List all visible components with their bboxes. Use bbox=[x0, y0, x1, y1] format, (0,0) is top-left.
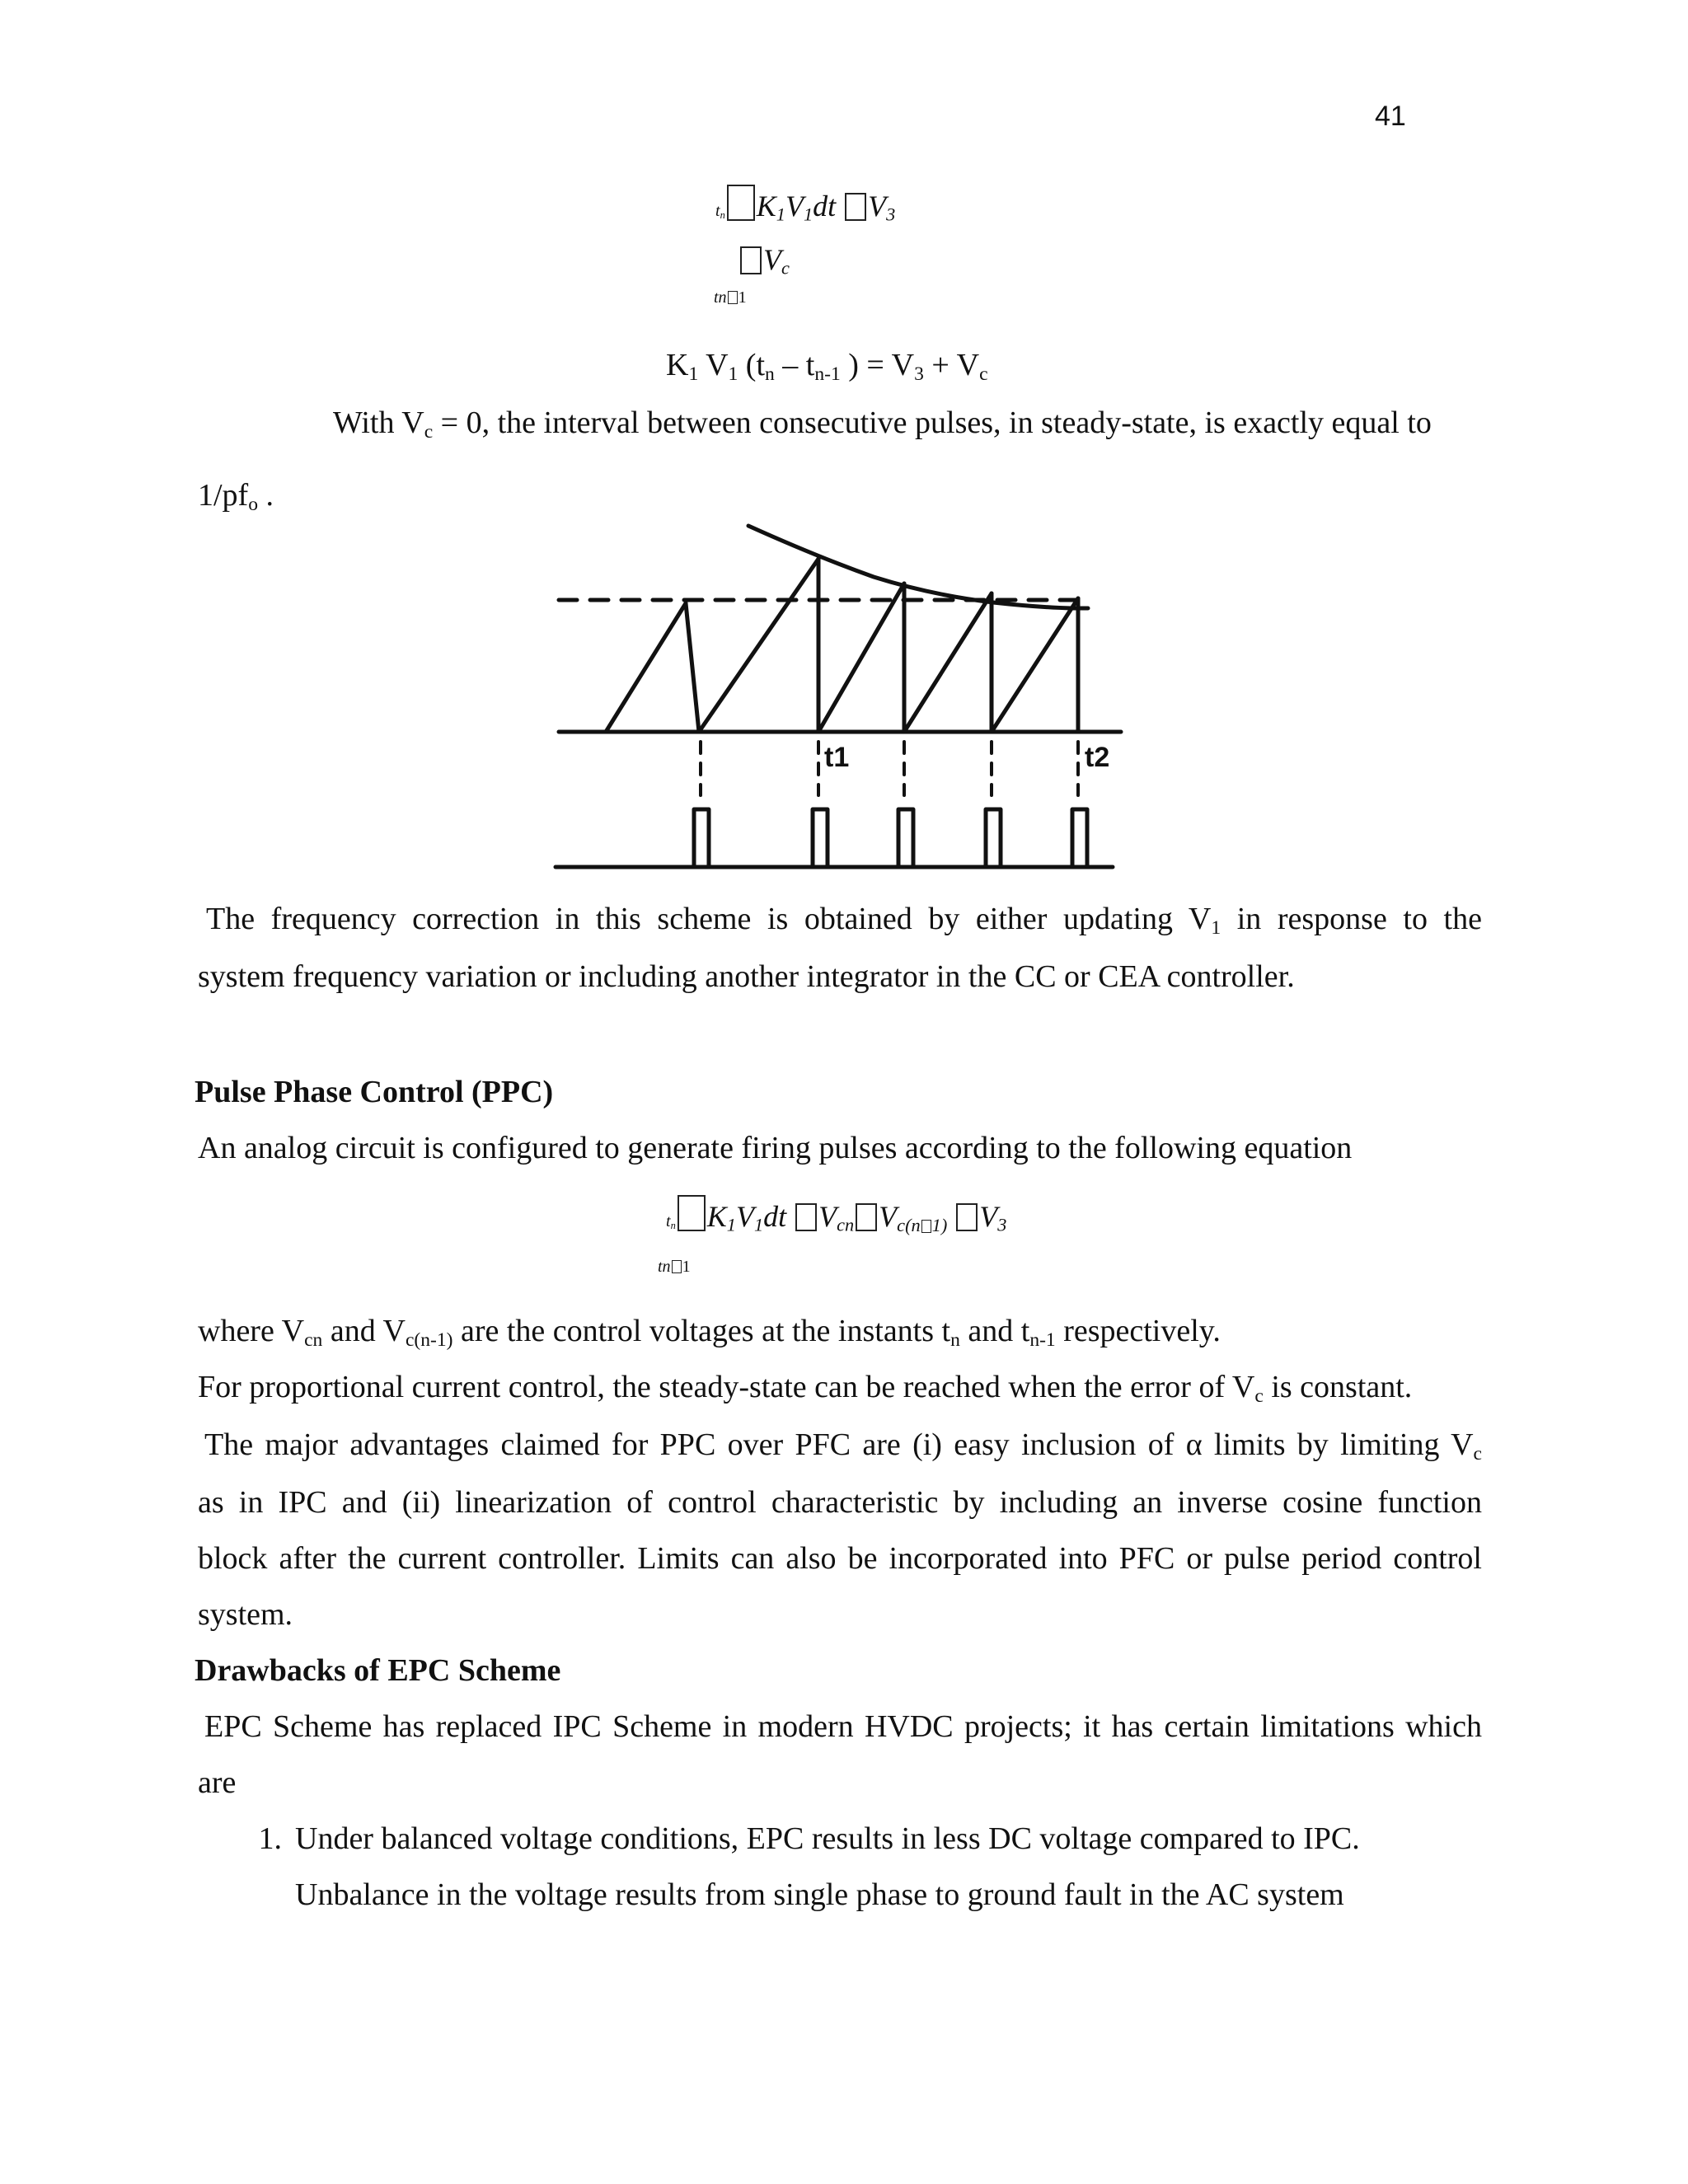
firing-pulse-1 bbox=[694, 809, 709, 867]
paragraph-advantages-line4: system. bbox=[198, 1597, 293, 1632]
integral-placeholder-glyph bbox=[678, 1195, 706, 1231]
paragraph-frequency-correction-line2: system frequency variation or including another integrator in the CC or CEA controller. bbox=[198, 959, 1295, 994]
heading-epc-drawbacks: Drawbacks of EPC Scheme bbox=[195, 1653, 561, 1688]
eq3-upper-limit: tn 1 bbox=[658, 1258, 691, 1276]
list-item-1-line2: Unbalance in the voltage results from single phase to ground fault in the AC system bbox=[295, 1877, 1344, 1912]
operator-placeholder-glyph bbox=[956, 1203, 978, 1231]
operator-placeholder-glyph bbox=[740, 246, 762, 274]
eq1-upper-limit: tn 1 bbox=[714, 288, 747, 307]
firing-pulse-3 bbox=[898, 809, 913, 867]
operator-placeholder-glyph bbox=[856, 1203, 877, 1231]
eq3-lower-limit: $t_n$ bbox=[666, 1212, 676, 1232]
operator-placeholder-glyph bbox=[795, 1203, 817, 1231]
placeholder-glyph bbox=[921, 1220, 931, 1233]
firing-pulse-4 bbox=[986, 809, 1001, 867]
paragraph-interval-line2: $1/pf_o$ . bbox=[198, 478, 274, 515]
paragraph-advantages-line3: block after the current controller. Limits can also be incorporated into PFC or pulse period control bbox=[198, 1541, 1482, 1576]
paragraph-advantages-line2: as in IPC and (ii) linearization of control characteristic by including an inverse cosine function bbox=[198, 1485, 1482, 1520]
ramp-4 bbox=[904, 593, 992, 732]
paragraph-advantages-line1: The major advantages claimed for PPC over PFC are (i) easy inclusion of α limits by limiting $V_c$ bbox=[204, 1427, 1482, 1465]
page-number: 41 bbox=[1375, 101, 1406, 132]
ramp-5 bbox=[992, 598, 1078, 732]
label-t2: t2 bbox=[1085, 742, 1110, 773]
list-item-number: 1. bbox=[258, 1821, 282, 1856]
paragraph-ppc-intro: An analog circuit is configured to generate firing pulses according to the following equation bbox=[198, 1131, 1353, 1165]
ramp-3 bbox=[818, 583, 904, 732]
integral-placeholder-glyph bbox=[727, 185, 755, 221]
list-item-1-line1: Under balanced voltage conditions, EPC results in less DC voltage compared to IPC. bbox=[295, 1821, 1360, 1856]
placeholder-glyph bbox=[672, 1260, 682, 1273]
paragraph-epc-line1: EPC Scheme has replaced IPC Scheme in modern HVDC projects; it has certain limitations which bbox=[204, 1709, 1482, 1744]
paragraph-proportional-control: For proportional current control, the steady-state can be reached when the error of $V_c$ is constant. bbox=[198, 1370, 1413, 1407]
operator-placeholder-glyph bbox=[845, 193, 866, 221]
equation-integral-1: $t_n$ $K_1V_1dt$ $V_3$ bbox=[715, 185, 895, 223]
ramp-2 bbox=[699, 559, 818, 732]
label-t1: t1 bbox=[824, 742, 850, 773]
firing-pulse-5 bbox=[1072, 809, 1087, 867]
eq1-lower-limit: $t_n$ bbox=[715, 202, 725, 222]
paragraph-control-voltages: where $V_{cn}$ and $V_{c(n-1)}$ are the control voltages at the instants $t_n$ and $t_{n-1}$ respectively. bbox=[198, 1314, 1221, 1351]
placeholder-glyph bbox=[728, 291, 738, 304]
ramp-1-fall bbox=[686, 603, 699, 732]
paragraph-frequency-correction: The frequency correction in this scheme is obtained by either updating $V_1$ in response to the bbox=[206, 902, 1482, 939]
paragraph-interval: With $V_c = 0$, the interval between consecutive pulses, in steady-state, is exactly equal to bbox=[333, 405, 1432, 443]
decay-envelope-curve bbox=[748, 526, 1088, 608]
paragraph-epc-line2: are bbox=[198, 1765, 237, 1800]
equation-integral-ppc: $t_n$ $K_1V_1dt$ $V_{cn}$ $V_{c(n 1)}$ $V_3$ bbox=[666, 1195, 1006, 1234]
pulse-timing-diagram bbox=[544, 511, 1137, 882]
ramp-1 bbox=[606, 603, 686, 732]
equation-integral-1-line2: $V_c$ bbox=[738, 242, 790, 277]
firing-pulse-2 bbox=[813, 809, 828, 867]
heading-ppc: Pulse Phase Control (PPC) bbox=[195, 1075, 554, 1109]
equation-2: $K_1$ $V_1$ ($t_n - t_{n-1}$ ) = $V_3 + V_c$ bbox=[666, 348, 988, 385]
